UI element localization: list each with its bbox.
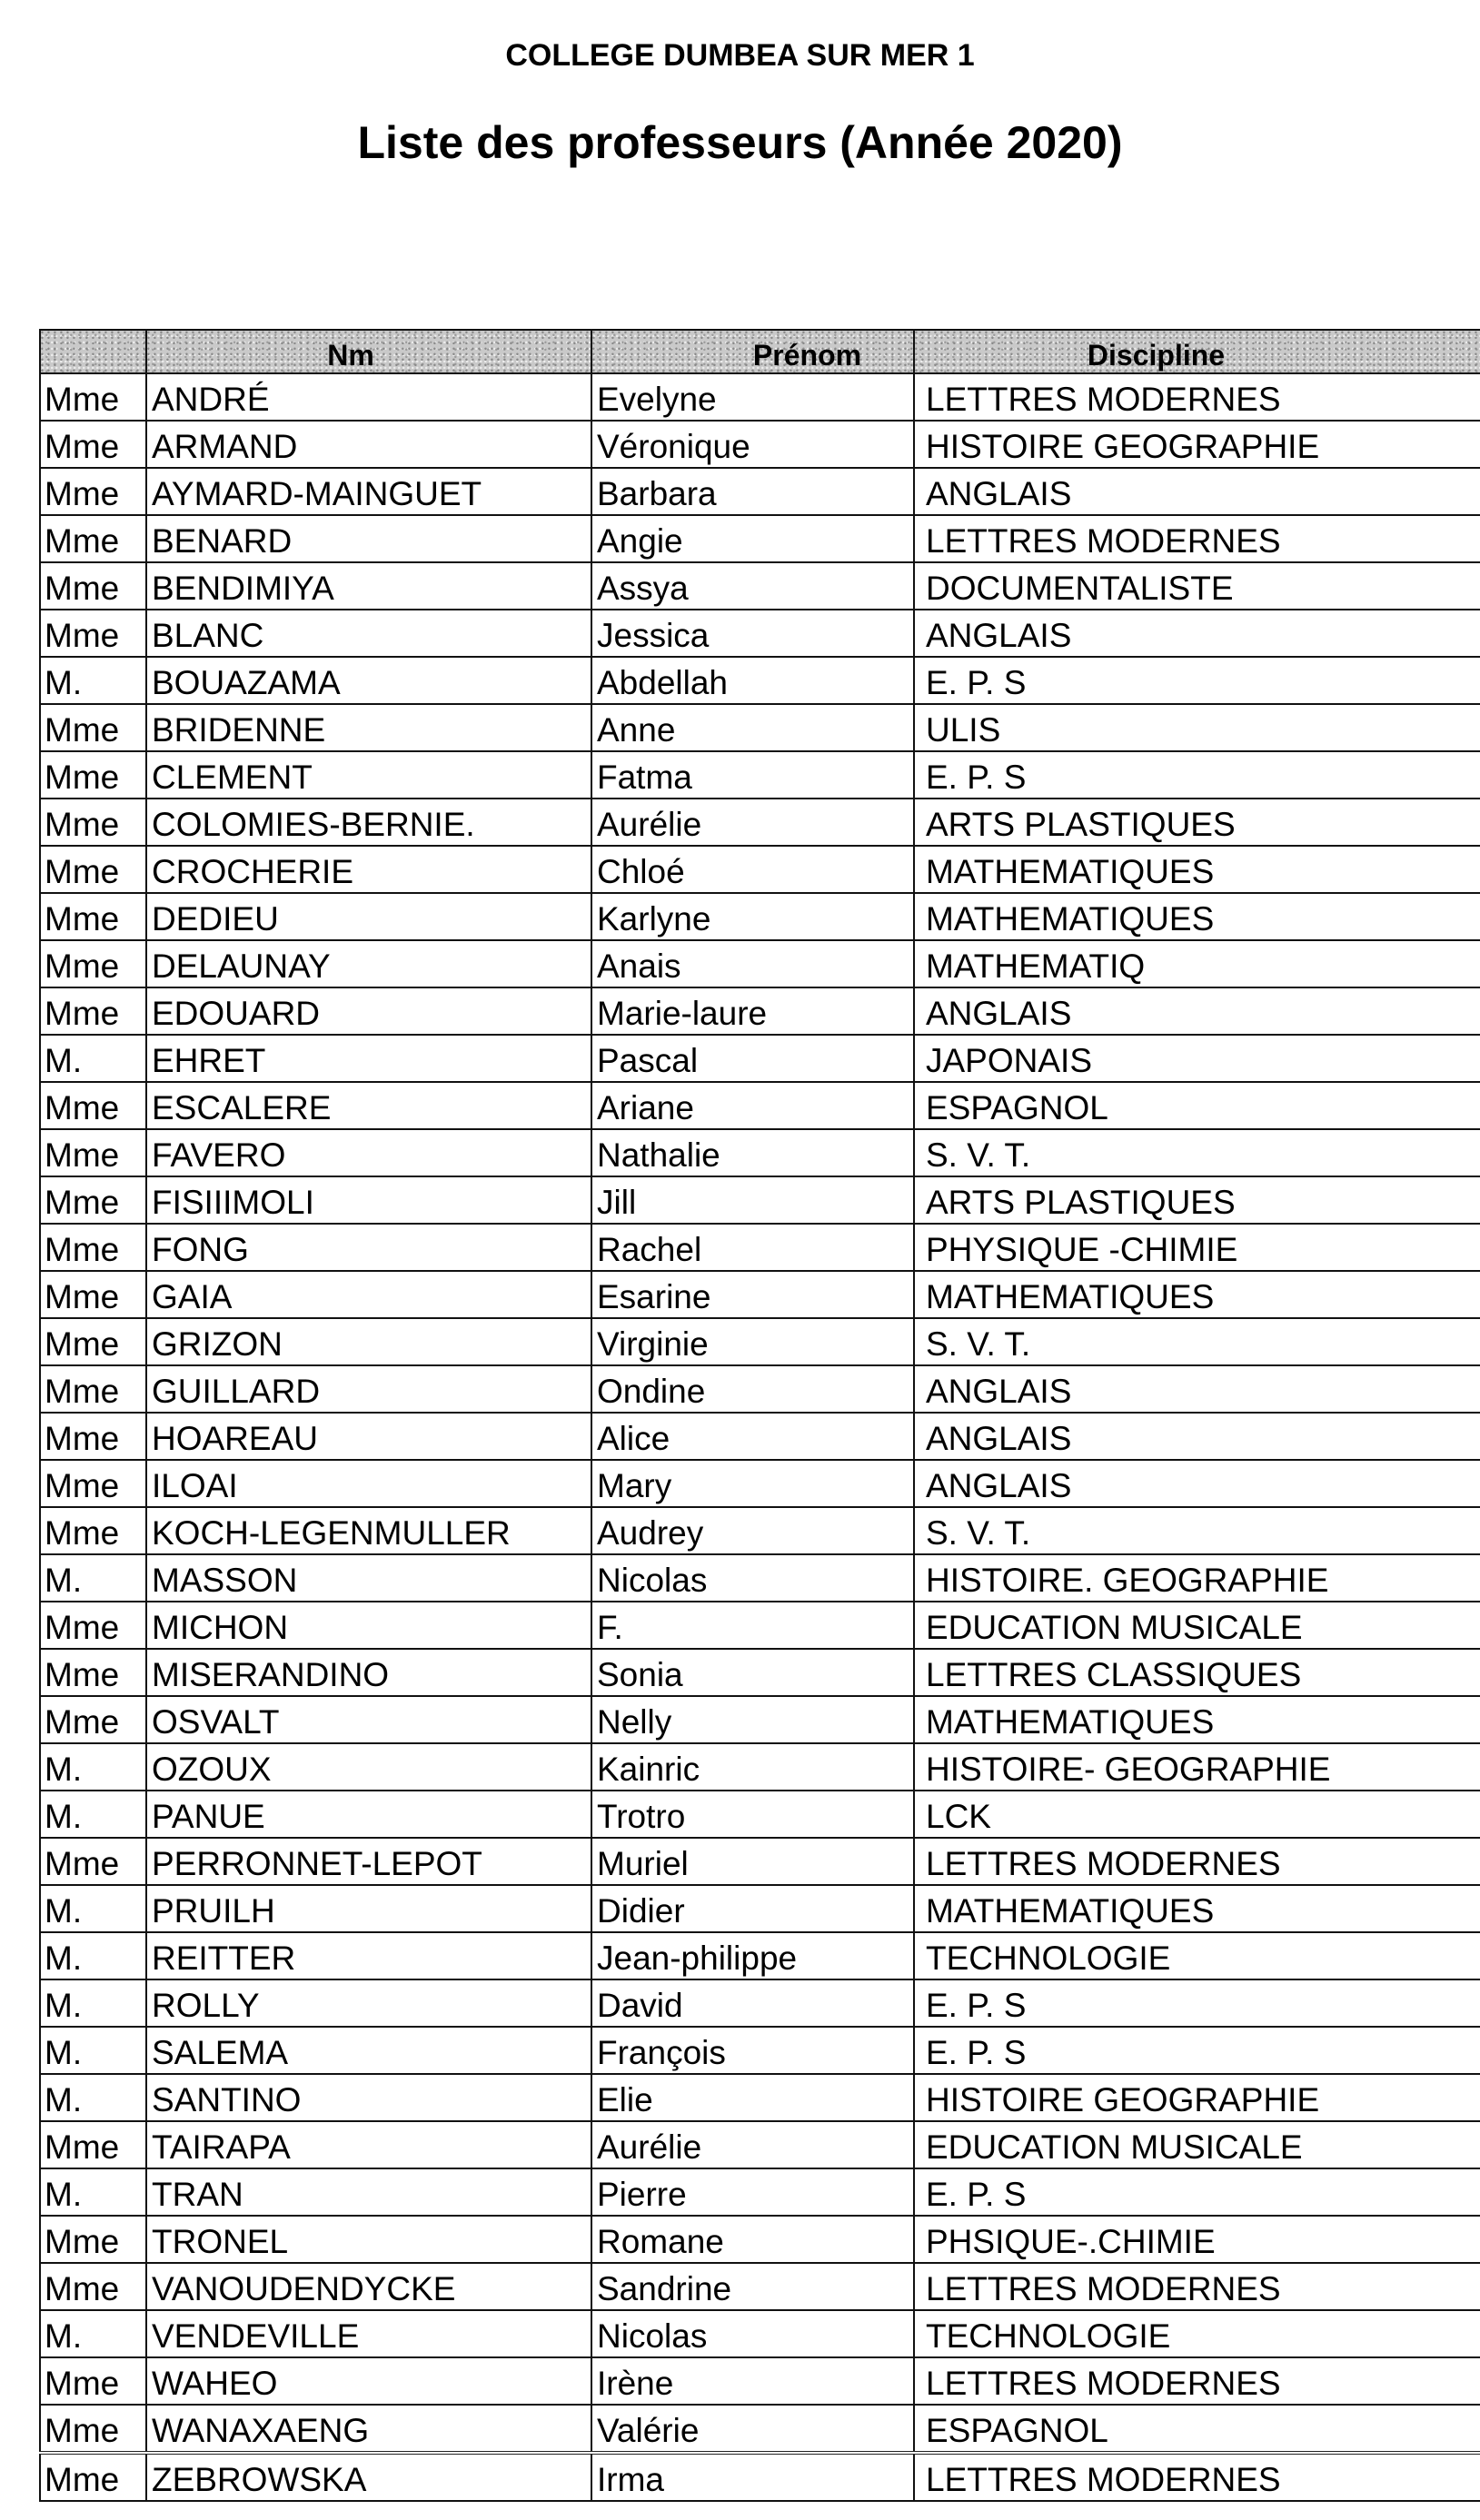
table-row bbox=[40, 610, 1480, 657]
civility-cell: Mme bbox=[40, 515, 146, 562]
firstname-cell: Nelly bbox=[591, 1696, 914, 1743]
firstname-cell: Irène bbox=[591, 2357, 914, 2405]
table-row bbox=[40, 751, 1480, 799]
lastname-cell: AYMARD-MAINGUET bbox=[146, 468, 591, 515]
civility-cell: M. bbox=[40, 2027, 146, 2074]
lastname-cell: OZOUX bbox=[146, 1743, 591, 1791]
lastname-cell: CLEMENT bbox=[146, 751, 591, 799]
civility-cell: Mme bbox=[40, 940, 146, 987]
table-row bbox=[40, 2405, 1480, 2453]
discipline-cell: LETTRES MODERNES bbox=[914, 1838, 1480, 1885]
discipline-cell: LETTRES MODERNES bbox=[914, 373, 1480, 421]
table-row bbox=[40, 2310, 1480, 2357]
discipline-cell: S. V. T. bbox=[914, 1507, 1480, 1554]
lastname-cell: ANDRÉ bbox=[146, 373, 591, 421]
civility-cell: M. bbox=[40, 2074, 146, 2121]
discipline-cell: EDUCATION MUSICALE bbox=[914, 2121, 1480, 2168]
discipline-cell: TECHNOLOGIE bbox=[914, 1932, 1480, 1979]
civility-cell: Mme bbox=[40, 1176, 146, 1224]
firstname-cell: Anais bbox=[591, 940, 914, 987]
civility-cell: M. bbox=[40, 2310, 146, 2357]
table-row bbox=[40, 1318, 1480, 1365]
discipline-cell: HISTOIRE. GEOGRAPHIE bbox=[914, 1554, 1480, 1602]
civility-cell: Mme bbox=[40, 1365, 146, 1413]
lastname-cell: BRIDENNE bbox=[146, 704, 591, 751]
table-row bbox=[40, 1602, 1480, 1649]
table-body bbox=[40, 373, 1480, 2501]
firstname-cell: Alice bbox=[591, 1413, 914, 1460]
firstname-cell: Trotro bbox=[591, 1791, 914, 1838]
civility-cell: Mme bbox=[40, 468, 146, 515]
firstname-cell: Didier bbox=[591, 1885, 914, 1932]
discipline-cell: ANGLAIS bbox=[914, 987, 1480, 1035]
firstname-cell: Elie bbox=[591, 2074, 914, 2121]
lastname-cell: WANAXAENG bbox=[146, 2405, 591, 2453]
table-row bbox=[40, 704, 1480, 751]
table-row bbox=[40, 2357, 1480, 2405]
table-row bbox=[40, 940, 1480, 987]
table-row bbox=[40, 1271, 1480, 1318]
column-header-firstname: Prénom bbox=[591, 330, 914, 373]
firstname-cell: Nicolas bbox=[591, 2310, 914, 2357]
table-row bbox=[40, 562, 1480, 610]
lastname-cell: OSVALT bbox=[146, 1696, 591, 1743]
table-header-row bbox=[40, 330, 1480, 373]
civility-cell: M. bbox=[40, 657, 146, 704]
civility-cell: Mme bbox=[40, 1838, 146, 1885]
table-row bbox=[40, 1979, 1480, 2027]
firstname-cell: Nicolas bbox=[591, 1554, 914, 1602]
firstname-cell: Esarine bbox=[591, 1271, 914, 1318]
firstname-cell: Abdellah bbox=[591, 657, 914, 704]
firstname-cell: Karlyne bbox=[591, 893, 914, 940]
lastname-cell: COLOMIES-BERNIE. bbox=[146, 799, 591, 846]
civility-cell: Mme bbox=[40, 2405, 146, 2453]
discipline-cell: E. P. S bbox=[914, 657, 1480, 704]
civility-cell: Mme bbox=[40, 2263, 146, 2310]
table-row bbox=[40, 2216, 1480, 2263]
discipline-cell: LETTRES MODERNES bbox=[914, 515, 1480, 562]
discipline-cell: E. P. S bbox=[914, 2168, 1480, 2216]
firstname-cell: Pascal bbox=[591, 1035, 914, 1082]
lastname-cell: PERRONNET-LEPOT bbox=[146, 1838, 591, 1885]
discipline-cell: MATHEMATIQUES bbox=[914, 1271, 1480, 1318]
discipline-cell: E. P. S bbox=[914, 1979, 1480, 2027]
civility-cell: M. bbox=[40, 1791, 146, 1838]
firstname-cell: Jessica bbox=[591, 610, 914, 657]
lastname-cell: MICHON bbox=[146, 1602, 591, 1649]
discipline-cell: ESPAGNOL bbox=[914, 1082, 1480, 1129]
lastname-cell: GUILLARD bbox=[146, 1365, 591, 1413]
lastname-cell: PRUILH bbox=[146, 1885, 591, 1932]
table-row bbox=[40, 373, 1480, 421]
discipline-cell: ARTS PLASTIQUES bbox=[914, 1176, 1480, 1224]
civility-cell: Mme bbox=[40, 987, 146, 1035]
civility-cell: Mme bbox=[40, 1082, 146, 1129]
discipline-cell: MATHEMATIQUES bbox=[914, 846, 1480, 893]
discipline-cell: ESPAGNOL bbox=[914, 2405, 1480, 2453]
lastname-cell: SANTINO bbox=[146, 2074, 591, 2121]
table-row bbox=[40, 1224, 1480, 1271]
column-header-name: Nm bbox=[146, 330, 591, 373]
table-row bbox=[40, 468, 1480, 515]
discipline-cell: S. V. T. bbox=[914, 1129, 1480, 1176]
table-row bbox=[40, 1885, 1480, 1932]
lastname-cell: REITTER bbox=[146, 1932, 591, 1979]
firstname-cell: Ariane bbox=[591, 1082, 914, 1129]
civility-cell: Mme bbox=[40, 1460, 146, 1507]
discipline-cell: JAPONAIS bbox=[914, 1035, 1480, 1082]
firstname-cell: Sandrine bbox=[591, 2263, 914, 2310]
firstname-cell: Aurélie bbox=[591, 2121, 914, 2168]
lastname-cell: PANUE bbox=[146, 1791, 591, 1838]
civility-cell: Mme bbox=[40, 846, 146, 893]
civility-cell: Mme bbox=[40, 1696, 146, 1743]
lastname-cell: ROLLY bbox=[146, 1979, 591, 2027]
table-row bbox=[40, 1932, 1480, 1979]
lastname-cell: MASSON bbox=[146, 1554, 591, 1602]
table-row bbox=[40, 1035, 1480, 1082]
lastname-cell: DEDIEU bbox=[146, 893, 591, 940]
table-row bbox=[40, 2027, 1480, 2074]
discipline-cell: HISTOIRE GEOGRAPHIE bbox=[914, 2074, 1480, 2121]
firstname-cell: Mary bbox=[591, 1460, 914, 1507]
civility-cell: Mme bbox=[40, 421, 146, 468]
lastname-cell: EHRET bbox=[146, 1035, 591, 1082]
civility-cell: M. bbox=[40, 1932, 146, 1979]
discipline-cell: MATHEMATIQUES bbox=[914, 1885, 1480, 1932]
civility-cell: M. bbox=[40, 1979, 146, 2027]
discipline-cell: LETTRES CLASSIQUES bbox=[914, 1649, 1480, 1696]
civility-cell: M. bbox=[40, 1554, 146, 1602]
discipline-cell: EDUCATION MUSICALE bbox=[914, 1602, 1480, 1649]
firstname-cell: Valérie bbox=[591, 2405, 914, 2453]
civility-cell: M. bbox=[40, 1743, 146, 1791]
lastname-cell: CROCHERIE bbox=[146, 846, 591, 893]
civility-cell: M. bbox=[40, 1035, 146, 1082]
firstname-cell: François bbox=[591, 2027, 914, 2074]
table-row bbox=[40, 2121, 1480, 2168]
firstname-cell: Angie bbox=[591, 515, 914, 562]
lastname-cell: SALEMA bbox=[146, 2027, 591, 2074]
lastname-cell: DELAUNAY bbox=[146, 940, 591, 987]
civility-cell: Mme bbox=[40, 2121, 146, 2168]
discipline-cell: LETTRES MODERNES bbox=[914, 2453, 1480, 2501]
lastname-cell: FAVERO bbox=[146, 1129, 591, 1176]
discipline-cell: PHYSIQUE -CHIMIE bbox=[914, 1224, 1480, 1271]
column-header-civility bbox=[40, 330, 146, 373]
firstname-cell: Ondine bbox=[591, 1365, 914, 1413]
civility-cell: Mme bbox=[40, 893, 146, 940]
civility-cell: M. bbox=[40, 1885, 146, 1932]
firstname-cell: Kainric bbox=[591, 1743, 914, 1791]
teachers-table bbox=[39, 329, 1480, 2502]
firstname-cell: Audrey bbox=[591, 1507, 914, 1554]
discipline-cell: ANGLAIS bbox=[914, 1413, 1480, 1460]
civility-cell: Mme bbox=[40, 1507, 146, 1554]
discipline-cell: LETTRES MODERNES bbox=[914, 2357, 1480, 2405]
civility-cell: Mme bbox=[40, 751, 146, 799]
school-name: COLLEGE DUMBEA SUR MER 1 bbox=[505, 38, 975, 73]
discipline-cell: ANGLAIS bbox=[914, 1460, 1480, 1507]
table-row bbox=[40, 1176, 1480, 1224]
discipline-cell: DOCUMENTALISTE bbox=[914, 562, 1480, 610]
civility-cell: Mme bbox=[40, 373, 146, 421]
civility-cell: Mme bbox=[40, 1271, 146, 1318]
civility-cell: Mme bbox=[40, 799, 146, 846]
civility-cell: M. bbox=[40, 2168, 146, 2216]
lastname-cell: TAIRAPA bbox=[146, 2121, 591, 2168]
table-row bbox=[40, 1554, 1480, 1602]
table-row bbox=[40, 799, 1480, 846]
table-row bbox=[40, 1365, 1480, 1413]
table-row bbox=[40, 846, 1480, 893]
table-row bbox=[40, 1082, 1480, 1129]
firstname-cell: Rachel bbox=[591, 1224, 914, 1271]
table-row bbox=[40, 893, 1480, 940]
discipline-cell: PHSIQUE-.CHIMIE bbox=[914, 2216, 1480, 2263]
lastname-cell: MISERANDINO bbox=[146, 1649, 591, 1696]
civility-cell: Mme bbox=[40, 1224, 146, 1271]
firstname-cell: Sonia bbox=[591, 1649, 914, 1696]
table-row bbox=[40, 657, 1480, 704]
firstname-cell: Véronique bbox=[591, 421, 914, 468]
table-row bbox=[40, 1743, 1480, 1791]
discipline-cell: HISTOIRE GEOGRAPHIE bbox=[914, 421, 1480, 468]
lastname-cell: KOCH-LEGENMULLER bbox=[146, 1507, 591, 1554]
discipline-cell: HISTOIRE- GEOGRAPHIE bbox=[914, 1743, 1480, 1791]
lastname-cell: ESCALERE bbox=[146, 1082, 591, 1129]
firstname-cell: Aurélie bbox=[591, 799, 914, 846]
lastname-cell: EDOUARD bbox=[146, 987, 591, 1035]
discipline-cell: TECHNOLOGIE bbox=[914, 2310, 1480, 2357]
table-row bbox=[40, 1129, 1480, 1176]
lastname-cell: FISIIIMOLI bbox=[146, 1176, 591, 1224]
table-row bbox=[40, 1507, 1480, 1554]
table-row bbox=[40, 421, 1480, 468]
discipline-cell: LCK bbox=[914, 1791, 1480, 1838]
discipline-cell: ARTS PLASTIQUES bbox=[914, 799, 1480, 846]
lastname-cell: TRONEL bbox=[146, 2216, 591, 2263]
firstname-cell: Assya bbox=[591, 562, 914, 610]
civility-cell: Mme bbox=[40, 704, 146, 751]
lastname-cell: WAHEO bbox=[146, 2357, 591, 2405]
firstname-cell: Marie-laure bbox=[591, 987, 914, 1035]
firstname-cell: Virginie bbox=[591, 1318, 914, 1365]
table-row bbox=[40, 1791, 1480, 1838]
firstname-cell: Muriel bbox=[591, 1838, 914, 1885]
lastname-cell: BOUAZAMA bbox=[146, 657, 591, 704]
table-row bbox=[40, 987, 1480, 1035]
column-header-discipline: Discipline bbox=[914, 330, 1480, 373]
table-row bbox=[40, 1696, 1480, 1743]
civility-cell: Mme bbox=[40, 1129, 146, 1176]
discipline-cell: ANGLAIS bbox=[914, 468, 1480, 515]
civility-cell: Mme bbox=[40, 2216, 146, 2263]
lastname-cell: GAIA bbox=[146, 1271, 591, 1318]
discipline-cell: S. V. T. bbox=[914, 1318, 1480, 1365]
civility-cell: Mme bbox=[40, 2357, 146, 2405]
table-row bbox=[40, 2074, 1480, 2121]
firstname-cell: Fatma bbox=[591, 751, 914, 799]
lastname-cell: FONG bbox=[146, 1224, 591, 1271]
discipline-cell: ANGLAIS bbox=[914, 610, 1480, 657]
civility-cell: Mme bbox=[40, 1413, 146, 1460]
firstname-cell: David bbox=[591, 1979, 914, 2027]
lastname-cell: BLANC bbox=[146, 610, 591, 657]
page-title: Liste des professeurs (Année 2020) bbox=[357, 117, 1123, 168]
firstname-cell: Pierre bbox=[591, 2168, 914, 2216]
discipline-cell: MATHEMATIQ bbox=[914, 940, 1480, 987]
civility-cell: Mme bbox=[40, 1602, 146, 1649]
lastname-cell: ZEBROWSKA bbox=[146, 2453, 591, 2501]
table-row bbox=[40, 2453, 1480, 2501]
firstname-cell: Romane bbox=[591, 2216, 914, 2263]
firstname-cell: Irma bbox=[591, 2453, 914, 2501]
lastname-cell: ILOAI bbox=[146, 1460, 591, 1507]
discipline-cell: ULIS bbox=[914, 704, 1480, 751]
table-row bbox=[40, 1460, 1480, 1507]
table-row bbox=[40, 2168, 1480, 2216]
lastname-cell: GRIZON bbox=[146, 1318, 591, 1365]
table-row bbox=[40, 515, 1480, 562]
discipline-cell: E. P. S bbox=[914, 2027, 1480, 2074]
lastname-cell: ARMAND bbox=[146, 421, 591, 468]
civility-cell: Mme bbox=[40, 2453, 146, 2501]
firstname-cell: Jean-philippe bbox=[591, 1932, 914, 1979]
civility-cell: Mme bbox=[40, 562, 146, 610]
firstname-cell: Barbara bbox=[591, 468, 914, 515]
lastname-cell: VENDEVILLE bbox=[146, 2310, 591, 2357]
discipline-cell: ANGLAIS bbox=[914, 1365, 1480, 1413]
firstname-cell: Jill bbox=[591, 1176, 914, 1224]
civility-cell: Mme bbox=[40, 1649, 146, 1696]
firstname-cell: Anne bbox=[591, 704, 914, 751]
lastname-cell: BENDIMIYA bbox=[146, 562, 591, 610]
firstname-cell: F. bbox=[591, 1602, 914, 1649]
table-row bbox=[40, 1838, 1480, 1885]
civility-cell: Mme bbox=[40, 610, 146, 657]
table-row bbox=[40, 1413, 1480, 1460]
table-row bbox=[40, 1649, 1480, 1696]
firstname-cell: Nathalie bbox=[591, 1129, 914, 1176]
discipline-cell: E. P. S bbox=[914, 751, 1480, 799]
table-row bbox=[40, 2263, 1480, 2310]
lastname-cell: VANOUDENDYCKE bbox=[146, 2263, 591, 2310]
lastname-cell: HOAREAU bbox=[146, 1413, 591, 1460]
lastname-cell: BENARD bbox=[146, 515, 591, 562]
firstname-cell: Chloé bbox=[591, 846, 914, 893]
discipline-cell: MATHEMATIQUES bbox=[914, 1696, 1480, 1743]
discipline-cell: LETTRES MODERNES bbox=[914, 2263, 1480, 2310]
civility-cell: Mme bbox=[40, 1318, 146, 1365]
lastname-cell: TRAN bbox=[146, 2168, 591, 2216]
discipline-cell: MATHEMATIQUES bbox=[914, 893, 1480, 940]
firstname-cell: Evelyne bbox=[591, 373, 914, 421]
